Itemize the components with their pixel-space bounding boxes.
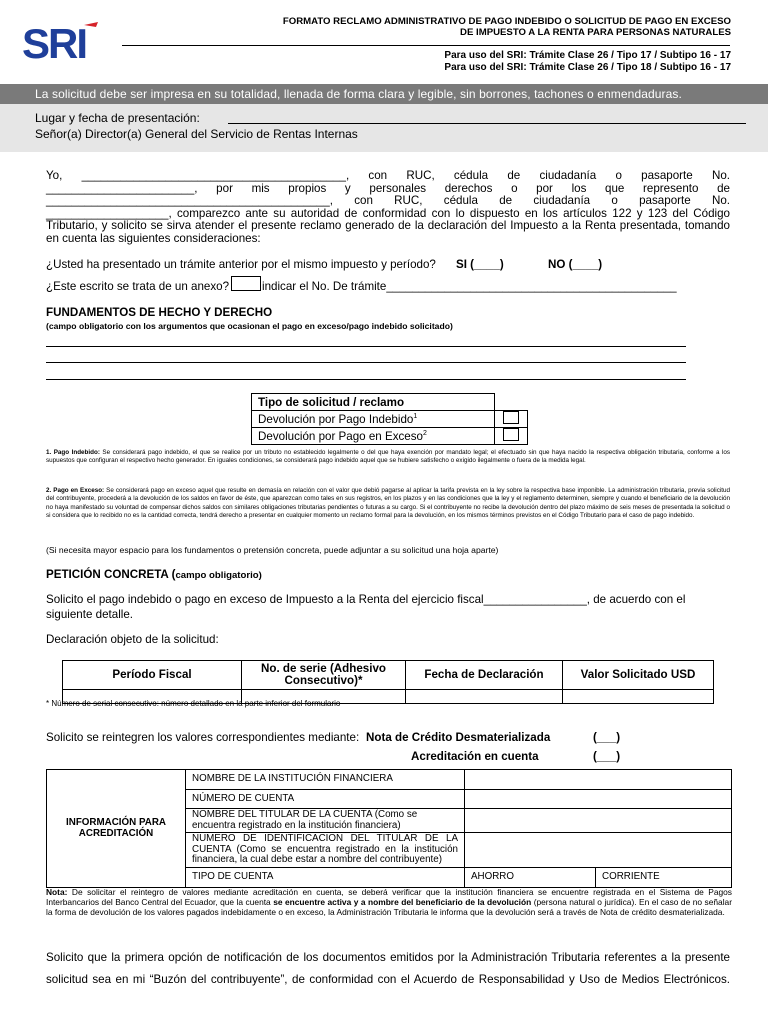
lugar-fecha-label: Lugar y fecha de presentación: [35, 111, 200, 125]
form-title [250, 16, 731, 38]
acreditacion-option: Acreditación en cuenta [411, 750, 539, 763]
nota-credito-option: Nota de Crédito Desmaterializada [366, 731, 551, 744]
sri-use-line1: Para uso del SRI: Trámite Clase 26 / Tipo 17 / Subtipo 16 - 17 [444, 50, 731, 61]
acred-field-label: TIPO DE CUENTA [186, 868, 465, 888]
acred-field-label: NÚMERO DE CUENTA [186, 790, 465, 809]
peticion-text[interactable]: Solicito el pago indebido o pago en exceso de Impuesto a la Renta del ejercicio fiscal________________, de acuerdo con el siguiente detalle. [46, 593, 686, 621]
acreditacion-note: Nota: De solicitar el reintegro de valores mediante acreditación en cuenta, se deberá verificar que la institución financiera se encuentre registrada en el Sistema de Pagos Interbancarios del Banco Central del Ecuador, que la cuenta se encuentre activa y a nombre del beneficiario de la devolución (persona natural o jurídica). En el caso de no señalar la forma de devolución de los valores pagados indebidamente o en exceso, la Administración Tributaria le informa que la devolución será a través de Nota de crédito desmaterializada. [46, 887, 732, 917]
tipo-row-exceso [252, 428, 528, 445]
reintegro-label: Solicito se reintegren los valores correspondientes mediante: [46, 731, 360, 744]
final-line1: Solicito que la primera opción de notificación de los documentos emitidos por la Administración Tributaria referentes a la presente [46, 951, 730, 964]
annex-tramite-field[interactable]: indicar el No. De trámite_____________________________________________ [262, 280, 677, 293]
acred-field-label: NOMBRE DEL TITULAR DE LA CUENTA (Como se encuentra registrado en la institución financiera) [186, 809, 465, 833]
form-title-line2: DE IMPUESTO A LA RENTA PARA PERSONAS NATURALES [460, 27, 731, 38]
acreditacion-mark[interactable]: (___) [593, 750, 621, 763]
fundamentos-line[interactable] [46, 346, 686, 347]
intro-line1: Yo, _________________________________________, con RUC, cédula de ciudadanía o pasaporte No. [46, 169, 730, 182]
annex-question: ¿Este escrito se trata de un anexo? [46, 280, 230, 293]
extra-space-note: (Si necesita mayor espacio para los fundamentos o pretensión concreta, puede adjuntar a su solicitud una hoja aparte) [46, 545, 499, 555]
declaracion-label: Declaración objeto de la solicitud: [46, 633, 219, 646]
intro-line5: Tributario, y solicito se sirva atender el presente reclamo generado de la declaración del Impuesto a la Renta presentada, tomando [46, 219, 730, 233]
intro-line6: en cuenta las siguientes consideraciones: [46, 231, 261, 245]
corriente-option[interactable]: CORRIENTE [596, 868, 732, 888]
acreditacion-table [46, 769, 732, 888]
col-periodo-fiscal: Período Fiscal [63, 661, 242, 690]
note-pago-exceso: 2. Pago en Exceso: Se considerará pago en exceso aquel que resulte en demasía en relación con el valor que debió pagarse al aplicar la tarifa prevista en la ley sobre la respectiva base imponible. La administración tributaria, previa solicitud del contribuyente, procederá a la devolución de los saldos en favor de éste, que aparezcan como tales en sus registros, en los plazos y en las condiciones que la ley y el reglamento determinen, siempre y cuando el beneficiario de la devolución no haya manifestado su voluntad de compensar dichos saldos con similares obligaciones tributarias pendientes o futuras a su cargo. Si el contribuyente no recibe la devolución dentro del plazo máximo de seis meses de presentada la solicitud o si considera que lo recibido no es la cantidad correcta, tendrá derecho a presentar en cualquier momento un reclamo formal para la devolución, en los mismos términos previstos en el Código Tributario para el caso de pago indebido. [46, 487, 730, 519]
col-no-serie: No. de serie (Adhesivo Consecutivo)* [242, 661, 406, 690]
fundamentos-subtitle: (campo obligatorio con los argumentos que ocasionan el pago en exceso/pago indebido solicitado) [46, 321, 453, 331]
col-valor-solicitado: Valor Solicitado USD [563, 661, 714, 690]
acred-field-label: NOMBRE DE LA INSTITUCIÓN FINANCIERA [186, 770, 465, 790]
note-pago-indebido: 1. Pago Indebido: Se considerará pago indebido, el que se realice por un tributo no establecido legalmente o del que haya exención por mandato legal; el efectuado sin que haya nacido la respectiva obligación tributaria, conforme a los supuestos que configuran el respectivo hecho generador. En iguales condiciones, se considerará pago indebido aquel que se hubiere satisfecho o exigido ilegalmente o fuera de la medida legal. [46, 449, 730, 465]
pago-indebido-checkbox[interactable] [503, 411, 519, 424]
intro-line4: ___________________, comparezco ante su autoridad de conformidad con lo dispuesto en los artículos 122 y 123 del Código [46, 206, 730, 220]
acreditacion-label: INFORMACIÓN PARA ACREDITACIÓN [47, 770, 186, 888]
sri-use-codes [380, 50, 731, 73]
sri-logo [22, 22, 102, 62]
numero-cuenta-input[interactable] [465, 790, 732, 809]
instructions-banner [0, 84, 768, 104]
serial-footnote: * Número de serial consecutivo: número detallado en la parte inferior del formulario [46, 699, 341, 708]
final-line2: solicitud sea en mi “Buzón del contribuyente”, de conformidad con el Acuerdo de Responsabilidad y Uso de Medios Electrónicos. [46, 973, 730, 986]
previous-procedure-si[interactable]: SI (____) [456, 258, 504, 271]
fundamentos-line[interactable] [46, 379, 686, 380]
nota-credito-mark[interactable]: (___) [593, 731, 621, 744]
lugar-fecha-field[interactable] [228, 123, 746, 124]
fundamentos-line[interactable] [46, 362, 686, 363]
sri-logo-accent [84, 22, 98, 27]
annex-checkbox[interactable] [231, 276, 261, 291]
intro-line3: ____________________________________________, con RUC, cédula de ciudadanía o pasaporte No. [46, 194, 730, 208]
tipo-row-indebido [252, 411, 528, 428]
peticion-title: PETICIÓN CONCRETA (campo obligatorio) [46, 568, 262, 581]
sri-logo-text: SRI [22, 22, 87, 62]
declaracion-table [62, 660, 714, 704]
identificacion-input[interactable] [465, 833, 732, 868]
col-fecha-declaracion: Fecha de Declaración [406, 661, 563, 690]
institucion-input[interactable] [465, 770, 732, 790]
declaracion-header-row [63, 661, 714, 690]
acred-row-institucion [47, 770, 732, 790]
fecha-declaracion-cell[interactable] [406, 690, 563, 704]
previous-procedure-question: ¿Usted ha presentado un trámite anterior por el mismo impuesto y período? [46, 258, 436, 271]
banner-text: La solicitud debe ser impresa en su totalidad, llenada de forma clara y legible, sin borrones, tachones o enmendaduras. [35, 87, 682, 101]
sri-use-line2: Para uso del SRI: Trámite Clase 26 / Tipo 18 / Subtipo 16 - 17 [444, 61, 731, 73]
pago-exceso-checkbox[interactable] [503, 428, 519, 441]
tipo-row-label: Devolución por Pago en Exceso$^2$ [252, 428, 495, 445]
previous-procedure-no[interactable]: NO (____) [548, 258, 603, 271]
tipo-solicitud-header: Tipo de solicitud / reclamo [252, 394, 495, 411]
acred-field-label: NUMERO DE IDENTIFICACION DEL TITULAR DE LA CUENTA (Como se encuentra registrado en la institución financiera, la cual debe estar a nombre del contribuyente) [186, 833, 465, 868]
ahorro-option[interactable]: AHORRO [465, 868, 596, 888]
final-paragraph [46, 947, 730, 991]
tipo-row-label: Devolución por Pago Indebido$^1$ [252, 411, 495, 428]
fundamentos-title: FUNDAMENTOS DE HECHO Y DERECHO [46, 306, 273, 319]
header-divider [122, 45, 730, 46]
valor-solicitado-cell[interactable] [563, 690, 714, 704]
intro-paragraph[interactable] [46, 170, 730, 246]
addressee: Señor(a) Director(a) General del Servicio de Rentas Internas [35, 127, 358, 141]
intro-line2: _______________________, por mis propios y personales derechos o por los que represento de [46, 181, 730, 195]
form-title-line1: FORMATO RECLAMO ADMINISTRATIVO DE PAGO INDEBIDO O SOLICITUD DE PAGO EN EXCESO [282, 16, 731, 27]
titular-input[interactable] [465, 809, 732, 833]
tipo-solicitud-table [251, 393, 528, 445]
